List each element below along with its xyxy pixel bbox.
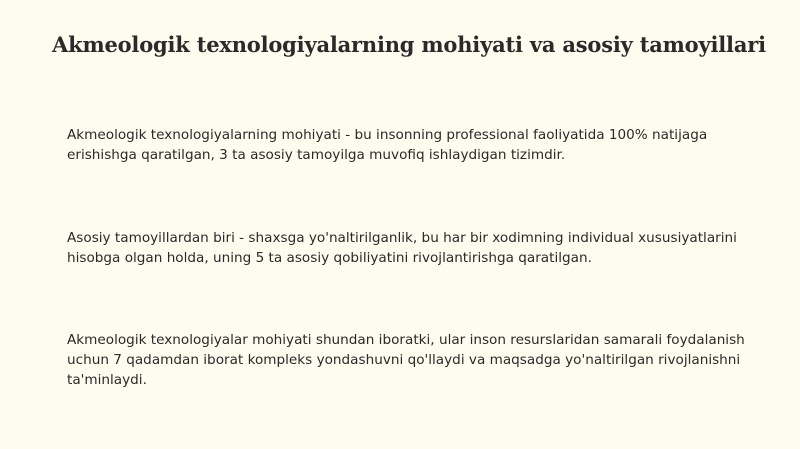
- paragraph-1: Akmeologik texnologiyalarning mohiyati - bu insonning professional faoliyatida 100% natijaga erishishga qaratilgan, 3 ta asosiy tamoyilga muvofiq ishlaydigan tizimdir.: [67, 127, 708, 163]
- paragraph-2: Asosiy tamoyillardan biri - shaxsga yo'naltirilganlik, bu har bir xodimning individual xususiyatlarini hisobga olgan holda, uning 5 ta asosiy qobiliyatini rivojlantirishga qaratilgan.: [67, 230, 737, 266]
- paragraph-3: Akmeologik texnologiyalar mohiyati shundan iboratki, ular inson resurslaridan samarali foydalanish uchun 7 qadamdan iborat kompleks yondashuvni qo'llaydi va maqsadga yo'naltirilgan rivojlanishni ta'minlaydi.: [67, 332, 745, 388]
- slide-title: Akmeologik texnologiyalarning mohiyati va asosiy tamoyillari: [52, 32, 766, 57]
